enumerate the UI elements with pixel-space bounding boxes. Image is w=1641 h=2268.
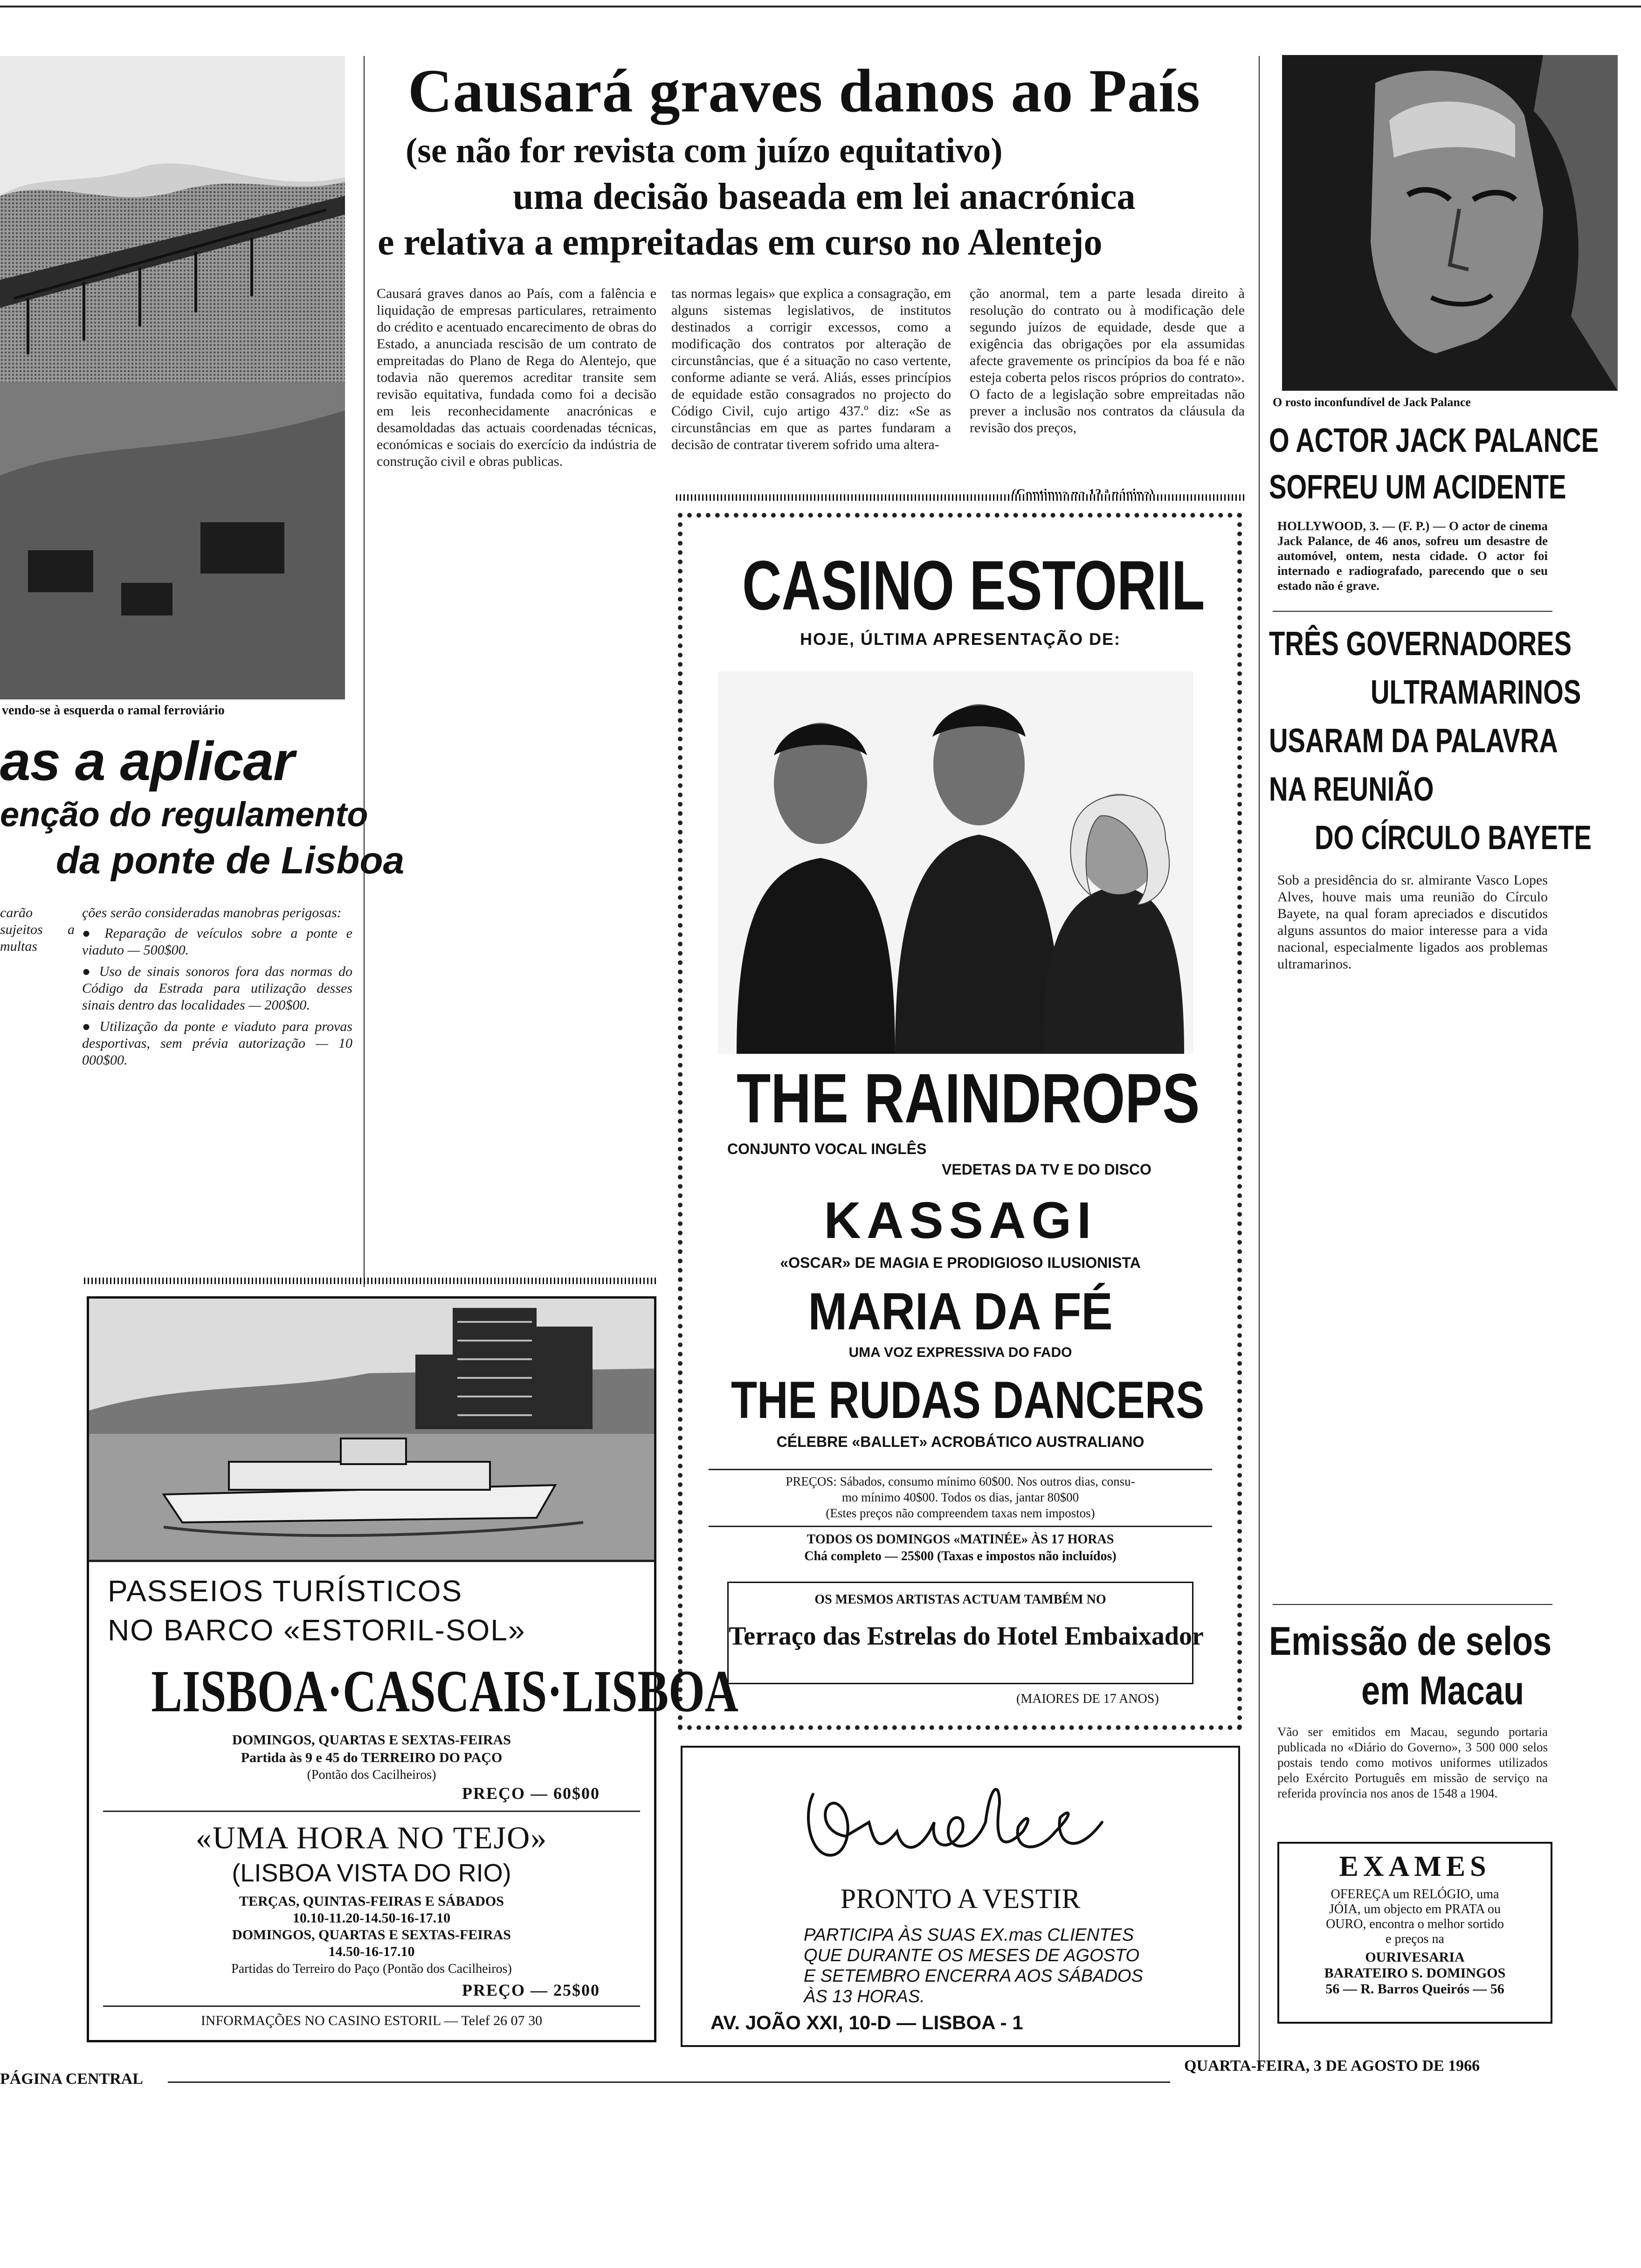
exames-ad[interactable] xyxy=(1277,1842,1552,2024)
act-kassagi-line: «OSCAR» DE MAGIA E PRODIGIOSO ILUSIONISTA xyxy=(780,1254,1141,1271)
boat-river-illustration xyxy=(89,1299,654,1560)
isabela-ad[interactable] xyxy=(681,1746,1240,2047)
regulamento-item: ● Reparação de veículos sobre a ponte e viaduto — 500$00. xyxy=(82,926,352,958)
regulamento-item: ● Uso de sinais sonoros fora das normas do Código da Estrada para utilização desses sinais dentro das localidades — 200$00. xyxy=(82,964,352,1013)
palance-portrait xyxy=(1282,55,1618,391)
casino-matinee-2: Chá completo — 25$00 (Taxas e impostos não incluídos) xyxy=(804,1549,1117,1563)
exames-line: OURO, encontra o melhor sortido xyxy=(1326,1917,1504,1931)
main-deck-3: e relativa a empreitadas em curso no Alentejo xyxy=(378,222,1103,263)
palance-photo-caption: O rosto inconfundível de Jack Palance xyxy=(1273,395,1471,409)
passeios-info: INFORMAÇÕES NO CASINO ESTORIL — Telef 26 07 30 xyxy=(200,2013,543,2028)
governadores-headline-2: ULTRAMARINOS xyxy=(1371,674,1581,711)
casino-rule xyxy=(709,1469,1212,1470)
act-raindrops-line-1: CONJUNTO VOCAL INGLÊS xyxy=(727,1141,927,1157)
exames-line: e preços na xyxy=(1386,1932,1444,1946)
isabela-body xyxy=(804,1925,1143,2007)
isabela-address: AV. JOÃO XXI, 10-D — LISBOA - 1 xyxy=(710,2012,1023,2033)
bridge-photo xyxy=(0,56,345,699)
bridge-illustration xyxy=(0,56,345,699)
palance-headline-2: SOFREU UM ACIDENTE xyxy=(1269,469,1566,506)
passeios-price-1: PREÇO — 60$00 xyxy=(462,1784,600,1803)
passeios-ad[interactable] xyxy=(87,1296,738,2042)
regulamento-headline-2: enção do regulamento xyxy=(0,795,368,834)
exames-line: JÓIA, um objecto em PRATA ou xyxy=(1329,1902,1501,1916)
isabela-body-line: PARTICIPA ÀS SUAS EX.mas CLIENTES xyxy=(804,1925,1134,1945)
act-maria-da-fe: MARIA DA FÉ xyxy=(808,1282,1113,1341)
isabela-body-line: E SETEMBRO ENCERRA AOS SÁBADOS xyxy=(804,1966,1143,1986)
exames-shop: BARATEIRO S. DOMINGOS xyxy=(1324,1965,1506,1981)
governadores-headline-1: TRÊS GOVERNADORES xyxy=(1269,625,1572,663)
hora-no-tejo-line: 10.10-11.20-14.50-16-17.10 xyxy=(292,1910,451,1926)
main-article-col2: tas normas legais» que explica a consagração, em alguns sistemas legislativos, de institutos destinados a corrigir excessos, como a modificação dos contratos por alteração de circunstâncias, que é a situação no caso vertente, conforme adiante se verá. Aliás, esses princípios de equidade estão consagrados no projecto do Código Civil, cujo artigo 437.º diz: «Se as circunstâncias em que as partes fundaram a decisão de contratar tiverem sofrido uma altera- xyxy=(671,286,951,452)
hora-no-tejo-line: Partidas do Terreiro do Paço (Pontão dos Cacilheiros) xyxy=(231,1962,512,1976)
raindrops-group-portrait xyxy=(718,671,1193,1054)
passeios-rule xyxy=(103,1811,640,1812)
exames-line: OFEREÇA um RELÓGIO, uma xyxy=(1331,1887,1499,1902)
regulamento-left-fragment: carão sujeitos a multas xyxy=(0,905,75,954)
main-article-col3: ção anormal, tem a parte lesada direito à resolução do contrato ou à modificação dele segundo juízos de equidade, desde que a exigência das obrigações por ela assumidas afecte gravemente os princípios da boa fé e não esteja coberta pelos riscos próprios do contrato». O facto de a legislação sobre empreitadas não prever a inclusão nos contratos da cláusula da revisão dos preços, xyxy=(970,286,1245,436)
passeios-days-1: DOMINGOS, QUARTAS E SEXTAS-FEIRAS xyxy=(232,1732,511,1748)
regulamento-headline-1: as a aplicar xyxy=(0,731,294,792)
terraco-box[interactable] xyxy=(727,1582,1204,1684)
exames-address: 56 — R. Barros Queirós — 56 xyxy=(1325,1981,1504,1997)
selos-headline-1: Emissão de selos xyxy=(1269,1619,1552,1664)
passeios-price-2: PREÇO — 25$00 xyxy=(462,1981,600,1999)
passeios-title-2: NO BARCO «ESTORIL-SOL» xyxy=(108,1613,526,1647)
terraco-intro: OS MESMOS ARTISTAS ACTUAM TAMBÉM NO xyxy=(814,1592,1106,1607)
hora-no-tejo-title: «UMA HORA NO TEJO» xyxy=(195,1820,548,1855)
isabela-tagline: PRONTO A VESTIR xyxy=(840,1883,1081,1914)
isabela-body-line: QUE DURANTE OS MESES DE AGOSTO xyxy=(804,1946,1140,1965)
act-raindrops: THE RAINDROPS xyxy=(737,1059,1200,1137)
regulamento-left-column xyxy=(0,905,75,955)
hora-no-tejo-line: 14.50-16-17.10 xyxy=(328,1944,415,1959)
act-kassagi: KASSAGI xyxy=(824,1192,1097,1249)
terraco-name: Terraço das Estrelas do Hotel Embaixador xyxy=(729,1622,1204,1651)
casino-age: (MAIORES DE 17 ANOS) xyxy=(1016,1692,1159,1706)
palance-body: HOLLYWOOD, 3. — (F. P.) — O actor de cinema Jack Palance, de 46 anos, sofreu um desastre de automóvel, ontem, nesta cidade. O actor foi internado e radiografado, parecendo que o seu estado não é grave. xyxy=(1277,519,1548,593)
passeios-rule xyxy=(103,2005,640,2007)
isabela-signature-logo xyxy=(794,1766,1121,1878)
regulamento-intro: ções serão consideradas manobras perigosas: xyxy=(82,905,342,920)
act-maria-da-fe-line: UMA VOZ EXPRESSIVA DO FADO xyxy=(848,1345,1072,1360)
casino-prices-3: (Estes preços não compreendem taxas nem impostos) xyxy=(826,1506,1095,1520)
act-raindrops-line-2: VEDETAS DA TV E DO DISCO xyxy=(942,1161,1151,1178)
casino-top-hatch xyxy=(676,494,1245,501)
regulamento-item: ● Utilização da ponte e viaduto para provas desportivas, sem prévia autorização — 10 000$00. xyxy=(82,1019,352,1068)
casino-prices-2: mo mínimo 40$00. Todos os dias, jantar 80$00 xyxy=(841,1490,1079,1504)
regulamento-headline-3: da ponte de Lisboa xyxy=(56,839,405,882)
footer-rule xyxy=(168,2081,1170,2083)
governadores-body: Sob a presidência do sr. almirante Vasco Lopes Alves, houve mais uma reunião do Círculo Bayete, na qual foram apreciados e discutidos alguns assuntos do maior interesse para a vida nacional, especialmente ligados aos problemas ultramarinos. xyxy=(1277,872,1548,972)
estoril-sol-photo xyxy=(89,1299,654,1560)
hora-no-tejo-line: DOMINGOS, QUARTAS E SEXTAS-FEIRAS xyxy=(232,1927,511,1943)
raindrops-photo xyxy=(718,671,1193,1054)
casino-title: CASINO ESTORIL xyxy=(742,546,1205,624)
exames-title: EXAMES xyxy=(1339,1851,1491,1882)
passeios-top-hatch xyxy=(84,1278,657,1284)
footer-section-name: PÁGINA CENTRAL xyxy=(0,2070,143,2088)
main-article-col1: Causará graves danos ao País, com a falência e liquidação de empresas particulares, retraimento do crédito e acentuado encarecimento de obras do Estado, a anunciada rescisão de um contrato de empreitadas do Plano de Rega do Alentejo, que todavia não queremos acreditar transite sem revisão equitativa, fundada como foi a decisão em leis reconhecidamente anacrónicas e desamoldadas das actuais coordenadas técnicas, económicas e sociais do exercício da indústria de construção civil e obras publicas. xyxy=(377,286,656,469)
regulamento-right-column xyxy=(82,905,352,1069)
column-rule xyxy=(364,56,365,1287)
casino-matinee-1: TODOS OS DOMINGOS «MATINÉE» ÀS 17 HORAS xyxy=(807,1532,1114,1547)
column-rule xyxy=(1259,56,1260,2061)
passeios-days-3: (Pontão dos Cacilheiros) xyxy=(307,1768,436,1782)
selos-headline-2: em Macau xyxy=(1361,1668,1524,1713)
main-deck-1: (se não for revista com juízo equitativo) xyxy=(406,131,1003,170)
casino-prices-1: PREÇOS: Sábados, consumo mínimo 60$00. Nos outros dias, consu- xyxy=(786,1474,1135,1488)
footer-date: QUARTA-FEIRA, 3 DE AGOSTO DE 1966 xyxy=(1184,2057,1480,2074)
palance-photo xyxy=(1282,55,1618,391)
exames-shop: OURIVESARIA xyxy=(1365,1950,1465,1965)
passeios-route: LISBOA·CASCAIS·LISBOA xyxy=(151,1658,738,1724)
hora-no-tejo-subtitle: (LISBOA VISTA DO RIO) xyxy=(232,1859,511,1887)
governadores-headline-3: USARAM DA PALAVRA xyxy=(1269,722,1558,760)
act-rudas-dancers: THE RUDAS DANCERS xyxy=(731,1371,1205,1429)
governadores-headline-4: NA REUNIÃO xyxy=(1269,771,1434,808)
governadores-headline-5: DO CÍRCULO BAYETE xyxy=(1315,819,1592,857)
section-rule xyxy=(1273,611,1552,612)
casino-subtitle: HOJE, ÚLTIMA APRESENTAÇÃO DE: xyxy=(800,629,1121,649)
main-headline: Causará graves danos ao País xyxy=(407,56,1201,125)
isabela-body-line: ÀS 13 HORAS. xyxy=(804,1987,925,2006)
selos-body: Vão ser emitidos em Macau, segundo portaria publicada no «Diário do Governo», 3 500 000 selos postais tendo como motivos uniformes utilizados pelo Exército Português em missão de serviço na referida província nos anos de 1548 a 1904. xyxy=(1277,1725,1548,1800)
top-rule xyxy=(0,6,1641,7)
passeios-rule xyxy=(89,1560,654,1562)
bridge-photo-caption: vendo-se à esquerda o ramal ferroviário xyxy=(2,703,225,718)
palance-headline-1: O ACTOR JACK PALANCE xyxy=(1269,422,1599,459)
hora-no-tejo-line: TERÇAS, QUINTAS-FEIRAS E SÁBADOS xyxy=(239,1894,504,1909)
passeios-days-2: Partida às 9 e 45 do TERREIRO DO PAÇO xyxy=(241,1750,503,1765)
act-rudas-dancers-line: CÉLEBRE «BALLET» ACROBÁTICO AUSTRALIANO xyxy=(776,1433,1145,1450)
section-rule xyxy=(1273,1604,1552,1605)
passeios-title-1: PASSEIOS TURÍSTICOS xyxy=(108,1574,463,1608)
main-deck-2: uma decisão baseada em lei anacrónica xyxy=(513,176,1136,217)
casino-rule xyxy=(709,1526,1212,1527)
